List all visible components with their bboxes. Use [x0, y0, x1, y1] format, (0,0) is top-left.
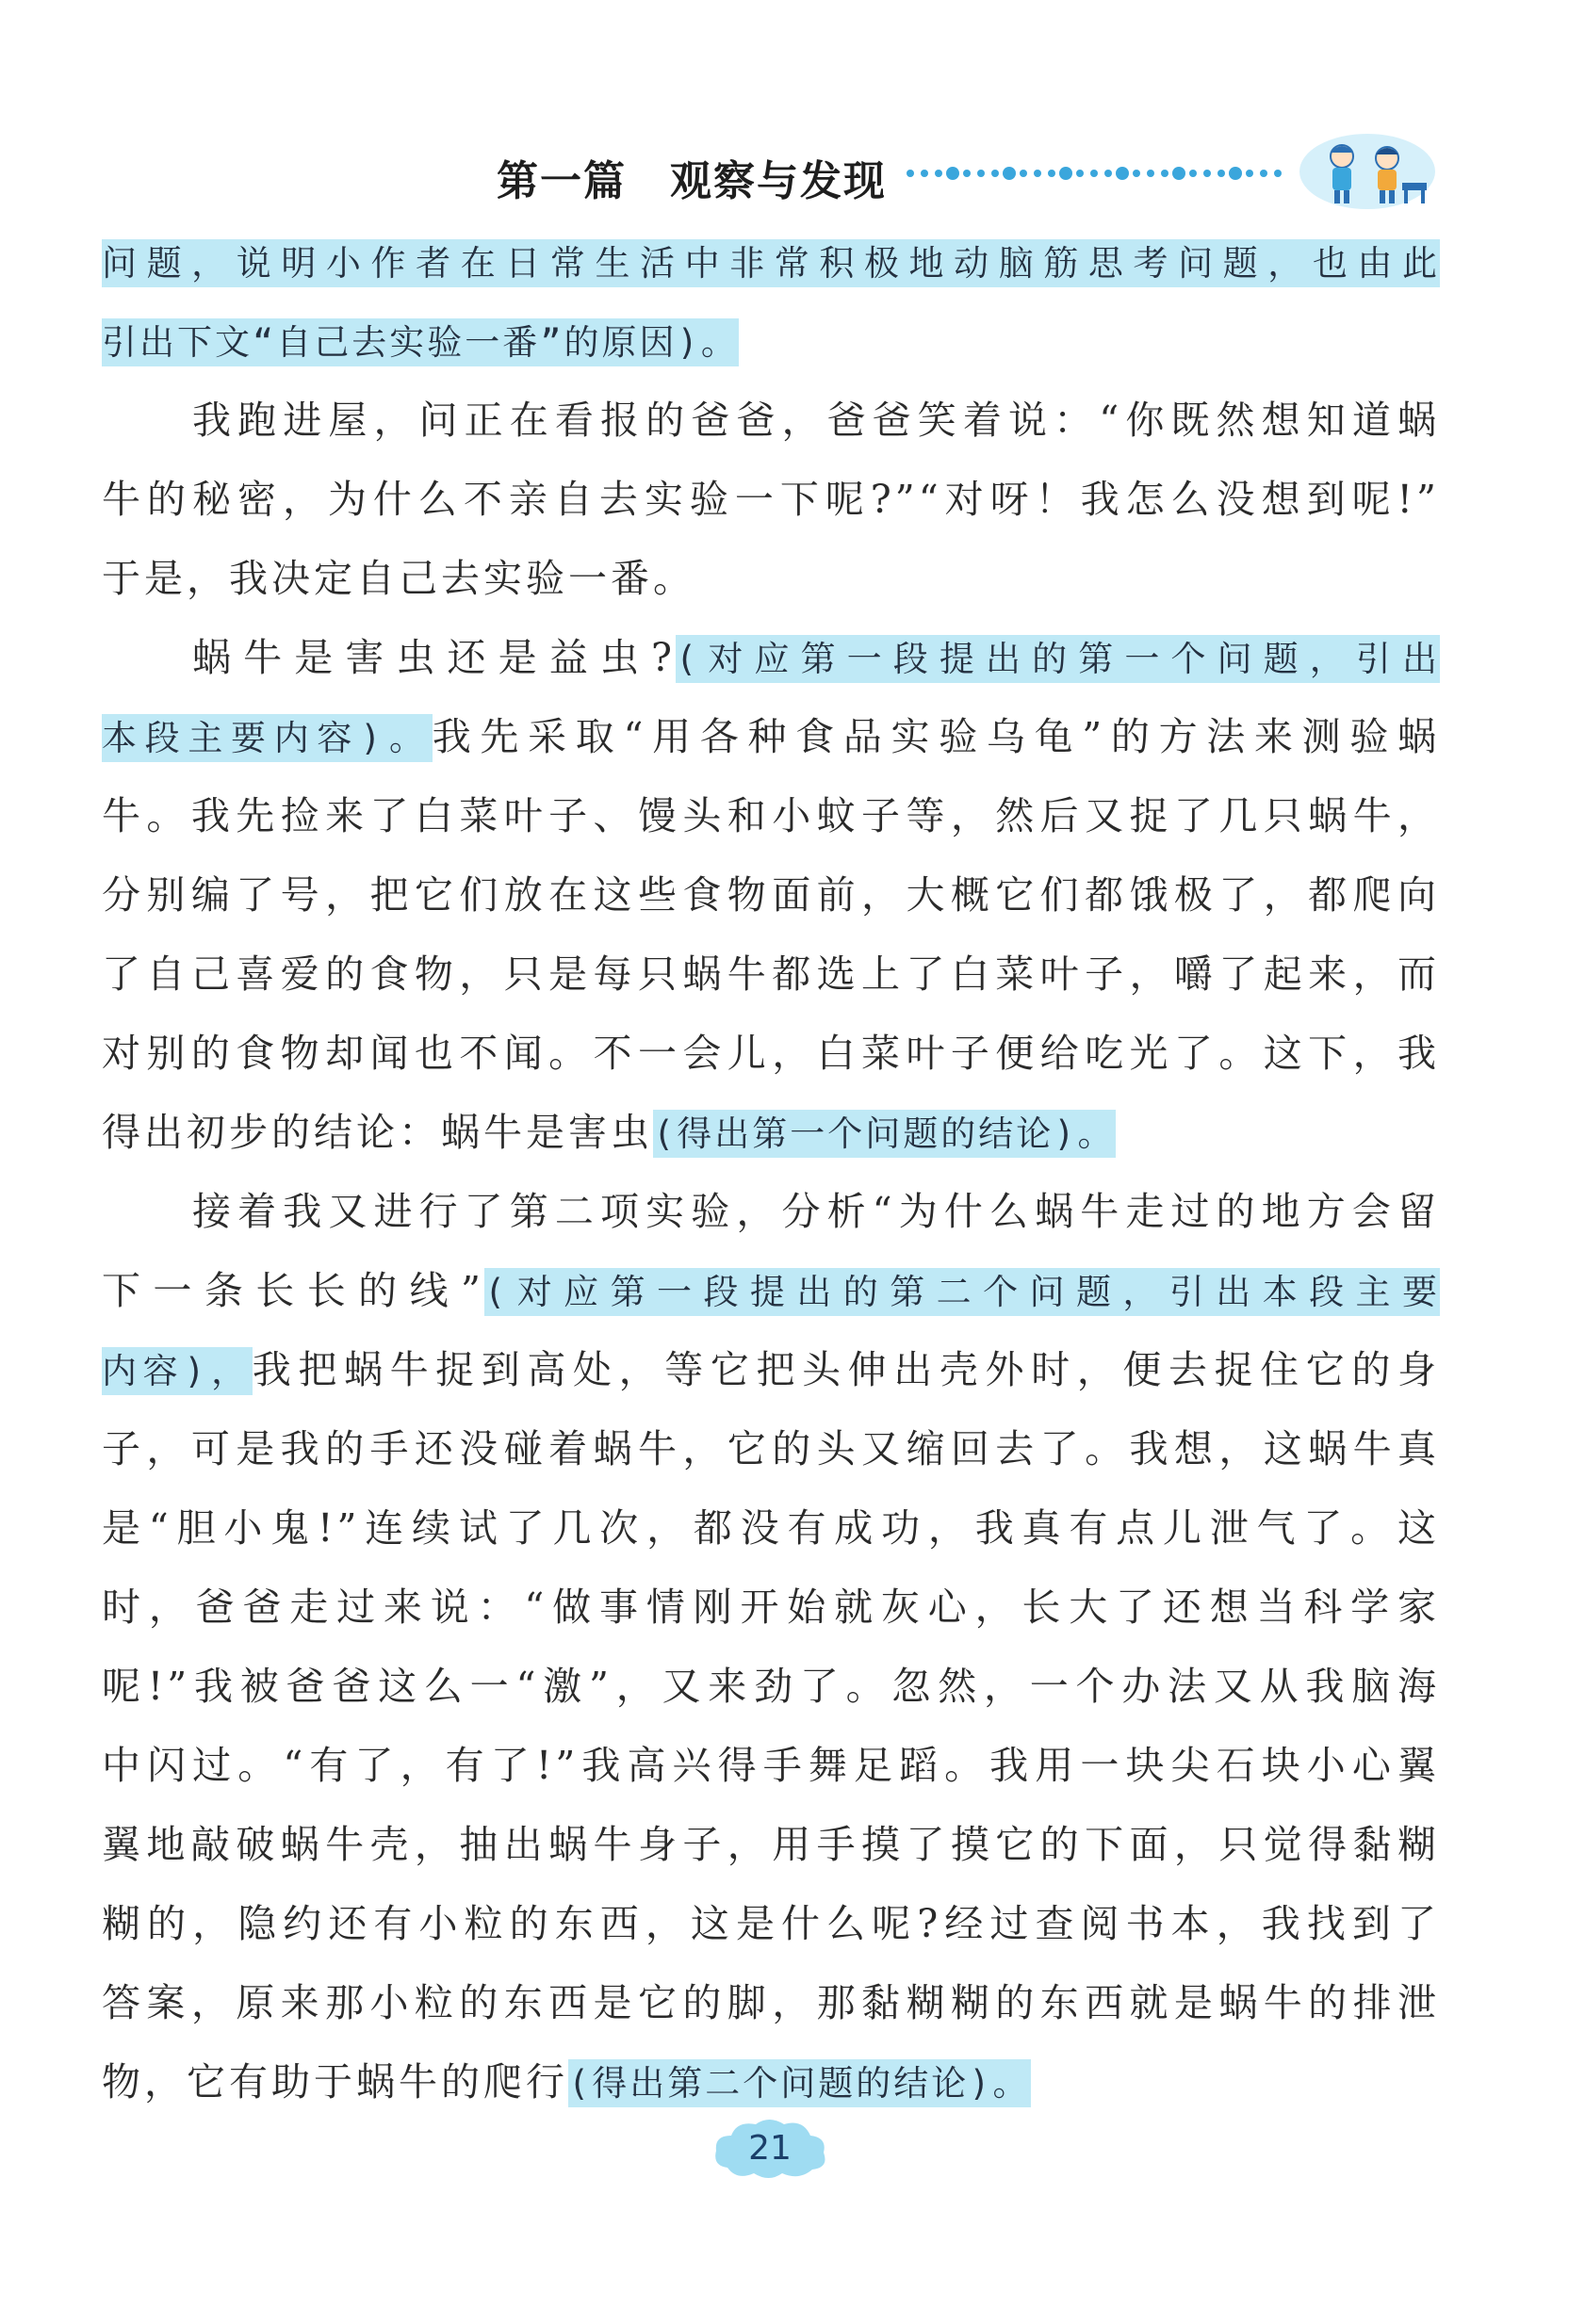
- text-line: [102, 1568, 1440, 1647]
- body-text: 翼地敲破蜗牛壳，抽出蜗牛身子，用手摸了摸它的下面，只觉得黏糊: [102, 1822, 1440, 1867]
- text-line: [102, 2042, 1440, 2121]
- body-text: 是“胆小鬼!”连续试了几次，都没有成功，我真有点儿泄气了。这: [102, 1505, 1440, 1551]
- body-text: 我先采取“用各种食品实验乌龟”的方法来测验蜗: [432, 714, 1441, 759]
- decoration-dot: [1059, 167, 1072, 180]
- annotation-highlight: (对应第一段提出的第二个问题，引出本段主要: [484, 1268, 1440, 1316]
- decoration-dot: [1048, 170, 1055, 177]
- decoration-dot: [921, 170, 928, 177]
- chapter-title: 第一篇 观察与发现: [497, 157, 887, 205]
- children-mascot-icon: [1297, 130, 1438, 211]
- decoration-dot: [1020, 170, 1027, 177]
- body-text: 时，爸爸走过来说：“做事情刚开始就灰心，长大了还想当科学家: [102, 1585, 1440, 1630]
- text-line: [102, 222, 1440, 301]
- decoration-dot: [991, 170, 999, 177]
- body-text: 呢!”我被爸爸这么一“激”，又来劲了。忽然，一个办法又从我脑海: [102, 1664, 1440, 1709]
- text-line: [102, 697, 1440, 776]
- body-text: 牛的秘密，为什么不亲自去实验一下呢?”“对呀！我怎么没想到呢!”: [102, 477, 1440, 522]
- annotation-highlight: 问题，说明小作者在日常生活中非常积极地动脑筋思考问题，也由此: [102, 239, 1440, 287]
- text-line: [102, 460, 1440, 539]
- decoration-dot: [1203, 170, 1211, 177]
- body-text: 接着我又进行了第二项实验，分析“为什么蜗牛走过的地方会留: [192, 1189, 1440, 1234]
- text-line: [102, 1488, 1440, 1568]
- annotation-highlight: 内容)，: [102, 1347, 253, 1395]
- annotation-highlight: (得出第一个问题的结论)。: [653, 1110, 1116, 1158]
- decoration-dot: [1189, 170, 1197, 177]
- body-text: 糊的，隐约还有小粒的东西，这是什么呢?经过查阅书本，我找到了: [102, 1901, 1440, 1946]
- page-number-badge: [709, 2113, 831, 2185]
- text-line: [102, 1963, 1440, 2042]
- annotation-highlight: (对应第一段提出的第一个问题，引出: [676, 635, 1440, 683]
- decoration-dot: [1161, 170, 1168, 177]
- body-text: 我把蜗牛捉到高处，等它把头伸出壳外时，便去捉住它的身: [252, 1347, 1441, 1392]
- text-line: [102, 1647, 1440, 1726]
- body-text: 子，可是我的手还没碰着蜗牛，它的头又缩回去了。我想，这蜗牛真: [102, 1426, 1440, 1471]
- body-text: 我跑进屋，问正在看报的爸爸，爸爸笑着说：“你既然想知道蜗: [192, 398, 1440, 443]
- text-line: [102, 1014, 1440, 1093]
- decoration-dot: [1147, 170, 1154, 177]
- text-line: [102, 855, 1440, 934]
- decoration-dot: [1229, 167, 1242, 180]
- text-line: [102, 301, 1440, 381]
- text-line: [102, 1884, 1440, 1963]
- text-line: [102, 539, 1440, 618]
- decoration-dot: [977, 170, 985, 177]
- text-line: [102, 1172, 1440, 1251]
- body-text: 蜗牛是害虫还是益虫?: [192, 635, 676, 680]
- decoration-dot: [935, 170, 942, 177]
- decoration-dot: [1246, 170, 1253, 177]
- annotation-highlight: 引出下文“自己去实验一番”的原因)。: [102, 318, 739, 366]
- body-text: 下一条长长的线”: [102, 1268, 485, 1313]
- body-text: 得出初步的结论：蜗牛是害虫: [102, 1110, 653, 1155]
- dotted-line-decoration: [903, 162, 1289, 185]
- decoration-dot: [907, 170, 914, 177]
- text-line: [102, 618, 1440, 697]
- text-line: [102, 381, 1440, 460]
- decoration-dot: [1034, 170, 1041, 177]
- decoration-dot: [1217, 170, 1225, 177]
- page-header: [0, 130, 1585, 215]
- body-text: 牛。我先捡来了白菜叶子、馒头和小蚊子等，然后又捉了几只蜗牛，: [102, 793, 1440, 838]
- text-line: [102, 1726, 1440, 1805]
- body-text: 于是，我决定自己去实验一番。: [102, 556, 695, 601]
- annotation-highlight: (得出第二个问题的结论)。: [568, 2059, 1031, 2107]
- body-text: 中闪过。“有了，有了!”我高兴得手舞足蹈。我用一块尖石块小心翼: [102, 1743, 1440, 1788]
- page-body: [102, 222, 1440, 2121]
- decoration-dot: [1076, 170, 1084, 177]
- decoration-dot: [1260, 170, 1267, 177]
- text-line: [102, 1409, 1440, 1488]
- body-text: 物，它有助于蜗牛的爬行: [102, 2059, 568, 2105]
- decoration-dot: [1090, 170, 1098, 177]
- text-line: [102, 934, 1440, 1014]
- decoration-dot: [1116, 167, 1129, 180]
- body-text: 分别编了号，把它们放在这些食物面前，大概它们都饿极了，都爬向: [102, 872, 1440, 918]
- decoration-dot: [1003, 167, 1016, 180]
- decoration-dot: [963, 170, 971, 177]
- annotation-highlight: 本段主要内容)。: [102, 714, 433, 762]
- decoration-dot: [1133, 170, 1140, 177]
- text-line: [102, 1330, 1440, 1409]
- decoration-dot: [1104, 170, 1112, 177]
- text-line: [102, 1093, 1440, 1172]
- text-line: [102, 776, 1440, 855]
- body-text: 了自己喜爱的食物，只是每只蜗牛都选上了白菜叶子，嚼了起来，而: [102, 951, 1440, 997]
- body-text: 对别的食物却闻也不闻。不一会儿，白菜叶子便给吃光了。这下，我: [102, 1031, 1440, 1076]
- decoration-dot: [1274, 170, 1282, 177]
- text-line: [102, 1805, 1440, 1884]
- text-line: [102, 1251, 1440, 1330]
- body-text: 答案，原来那小粒的东西是它的脚，那黏糊糊的东西就是蜗牛的排泄: [102, 1980, 1440, 2025]
- decoration-dot: [1172, 167, 1185, 180]
- decoration-dot: [946, 167, 959, 180]
- page-number: 21: [748, 2129, 792, 2168]
